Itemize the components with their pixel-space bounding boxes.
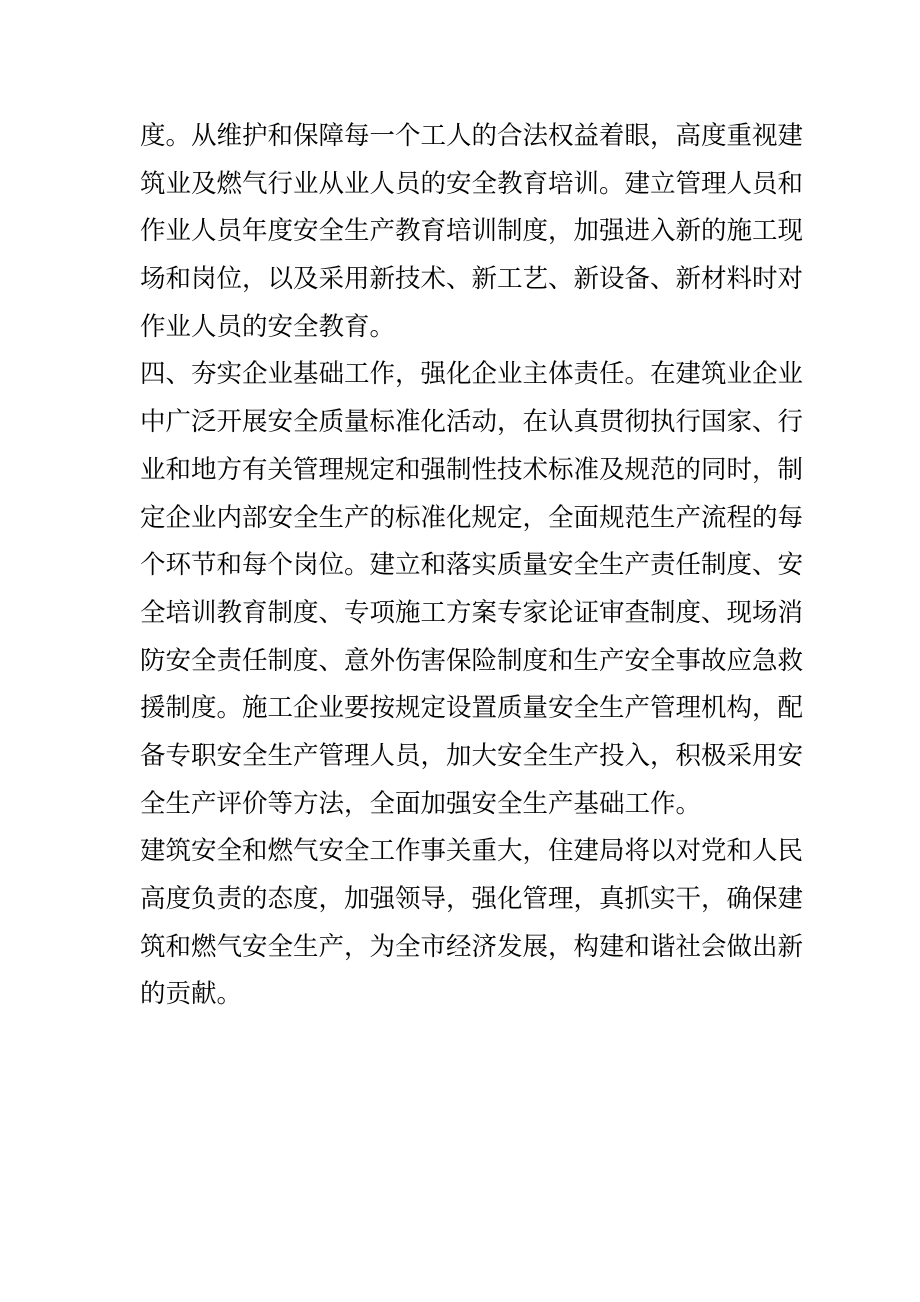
text-line: 全生产评价等方法，全面加强安全生产基础工作。 [140,788,702,819]
paragraph-enterprise-responsibility [140,351,804,828]
text-line: 筑和燃气安全生产，为全市经济发展，构建和谐社会做出新 [140,931,804,962]
text-line: 筑业及燃气行业从业人员的安全教育培训。建立管理人员和 [140,168,804,199]
text-line: 援制度。施工企业要按规定设置质量安全生产管理机构，配 [140,693,804,724]
text-line: 的贡献。 [140,979,243,1010]
text-line: 个环节和每个岗位。建立和落实质量安全生产责任制度、安 [140,550,804,581]
text-line: 建筑安全和燃气安全工作事关重大，住建局将以对党和人民 [140,836,804,867]
text-line: 作业人员年度安全生产教育培训制度，加强进入新的施工现 [140,216,804,247]
paragraph-conclusion [140,828,804,1019]
text-line: 业和地方有关管理规定和强制性技术标准及规范的同时，制 [140,454,804,485]
text-line: 四、夯实企业基础工作，强化企业主体责任。在建筑业企业 [140,359,804,390]
document-body [140,113,804,1019]
paragraph-worker-safety-education [140,113,804,351]
text-line: 场和岗位，以及采用新技术、新工艺、新设备、新材料时对 [140,264,804,295]
text-line: 高度负责的态度，加强领导，强化管理，真抓实干，确保建 [140,884,804,914]
text-line: 定企业内部安全生产的标准化规定，全面规范生产流程的每 [140,502,804,533]
text-line: 全培训教育制度、专项施工方案专家论证审查制度、现场消 [140,597,804,628]
text-line: 防安全责任制度、意外伤害保险制度和生产安全事故应急救 [140,645,804,676]
text-line: 备专职安全生产管理人员，加大安全生产投入，积极采用安 [140,740,804,771]
text-line: 作业人员的安全教育。 [140,311,396,342]
text-line: 中广泛开展安全质量标准化活动，在认真贯彻执行国家、行 [140,407,804,438]
text-line: 度。从维护和保障每一个工人的合法权益着眼，高度重视建 [140,121,804,151]
